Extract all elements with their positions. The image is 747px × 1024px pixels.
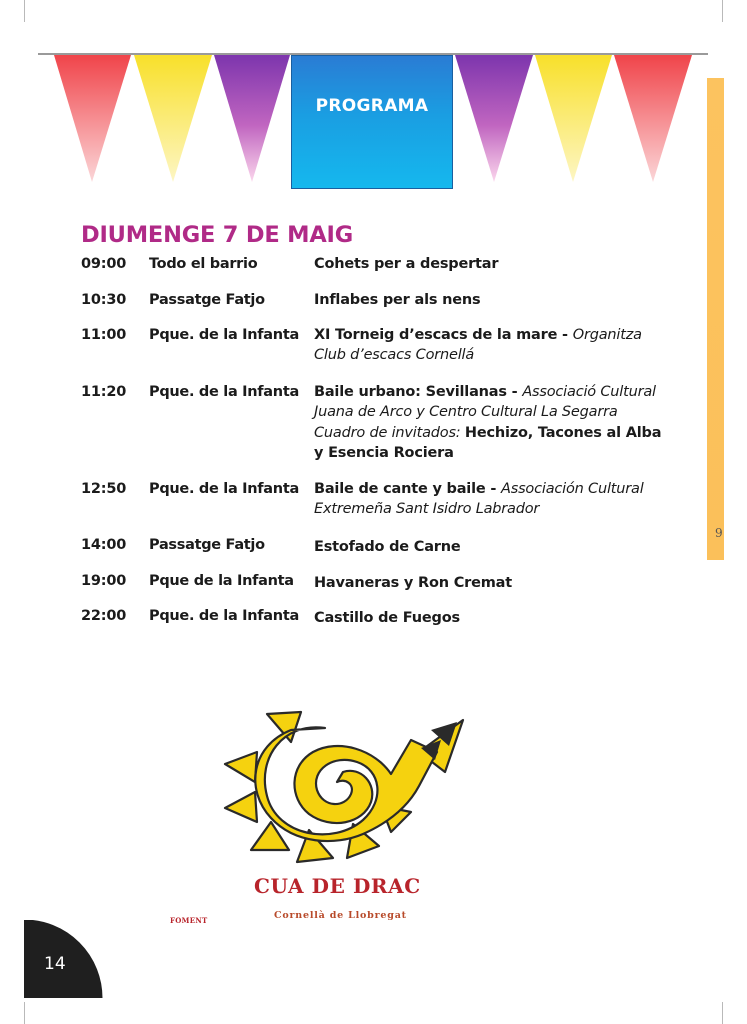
section-title: PROGRAMA (315, 96, 429, 116)
event-time: 09:00 (81, 256, 127, 272)
crop-mark (722, 1002, 723, 1024)
event-description (314, 254, 666, 274)
event-description (314, 537, 666, 557)
event-time: 12:50 (81, 481, 127, 497)
event-description (314, 573, 666, 593)
flag-yellow-left (134, 55, 212, 182)
event-organizer: Organitza Club d’escacs Cornellá (314, 327, 642, 364)
event-time: 11:00 (81, 327, 127, 343)
event-title: Estofado de Carne (314, 539, 461, 555)
flag-yellow-right (535, 55, 612, 182)
page-number: 14 (44, 954, 66, 974)
event-organizer: Associación Cultural Extremeña Sant Isidro Labrador (314, 481, 644, 518)
event-description (314, 382, 666, 463)
event-title: Havaneras y Ron Cremat (314, 575, 512, 591)
event-time: 11:20 (81, 384, 127, 400)
section-header-box (291, 55, 453, 189)
event-time: 10:30 (81, 292, 127, 308)
event-place: Pque de la Infanta (149, 573, 294, 589)
event-place: Pque. de la Infanta (149, 481, 299, 497)
side-accent-bar (707, 78, 724, 560)
event-place: Pque. de la Infanta (149, 327, 299, 343)
crop-mark (24, 1002, 25, 1024)
event-title: Inflabes per als nens (314, 292, 481, 308)
event-place: Pque. de la Infanta (149, 384, 299, 400)
logo-subtitle: Cornellà de Llobregat (274, 910, 407, 921)
event-description (314, 290, 666, 310)
event-title: Cohets per a despertar (314, 256, 499, 272)
flag-purple-left (214, 55, 290, 182)
logo-name: CUA DE DRAC (254, 874, 421, 898)
dragon-tail-sun-icon (205, 700, 475, 875)
event-title: Baile de cante y baile - (314, 481, 501, 497)
event-title: XI Torneig d’escacs de la mare - (314, 327, 573, 343)
event-time: 14:00 (81, 537, 127, 553)
event-place: Passatge Fatjo (149, 292, 265, 308)
sponsor-label: FOMENT (170, 916, 208, 925)
event-title: Castillo de Fuegos (314, 610, 460, 626)
event-guests: Hechizo, Tacones al Alba y Esencia Rociera (314, 424, 662, 461)
event-time: 22:00 (81, 608, 127, 624)
event-description (314, 479, 666, 520)
event-place: Pque. de la Infanta (149, 608, 299, 624)
event-organizer: Associació Cultural Juana de Arco y Centro Cultural La Segarra Cuadro de invitados: (314, 384, 656, 441)
flag-purple-right (455, 55, 533, 182)
event-title: Baile urbano: Sevillanas - (314, 384, 523, 400)
event-time: 19:00 (81, 573, 127, 589)
flag-red-left (54, 55, 131, 182)
event-place: Passatge Fatjo (149, 537, 265, 553)
flag-red-right (614, 55, 692, 182)
event-description (314, 325, 666, 366)
side-page-number: 9 (715, 526, 723, 540)
day-title: DIUMENGE 7 DE MAIG (81, 222, 353, 248)
event-description (314, 608, 666, 628)
event-place: Todo el barrio (149, 256, 258, 272)
